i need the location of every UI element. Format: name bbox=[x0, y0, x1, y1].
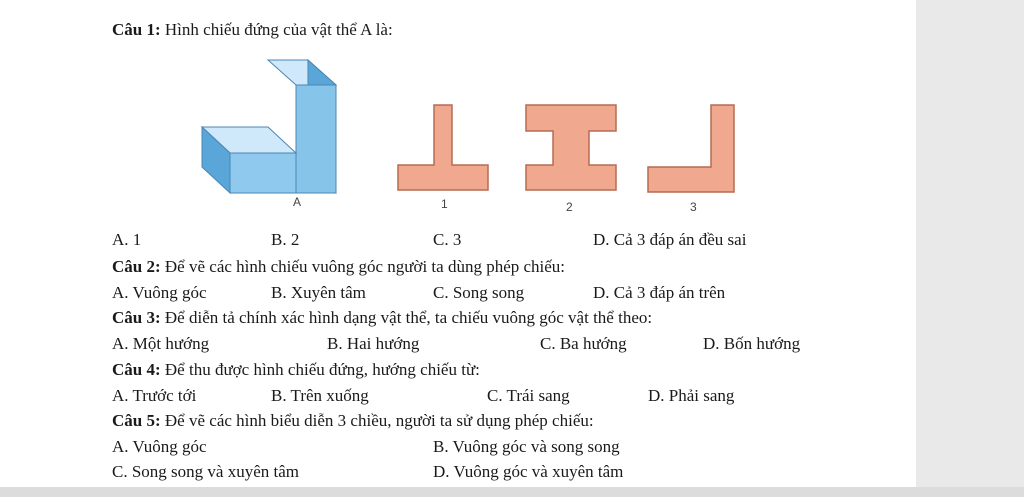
question-4-label: Câu 4: bbox=[112, 360, 161, 379]
question-1-figure bbox=[196, 55, 756, 220]
question-5-label: Câu 5: bbox=[112, 411, 161, 430]
q1-option-d: D. Cả 3 đáp án đều sai bbox=[593, 230, 747, 249]
q2-option-b: B. Xuyên tâm bbox=[271, 283, 366, 302]
object-a bbox=[202, 60, 336, 193]
figure-label-1: 1 bbox=[441, 197, 448, 211]
q5-option-a: A. Vuông góc bbox=[112, 437, 207, 456]
question-5 bbox=[112, 411, 594, 431]
question-1-text: Hình chiếu đứng của vật thể A là: bbox=[164, 20, 393, 39]
q3-option-a: A. Một hướng bbox=[112, 334, 210, 353]
q5-option-c: C. Song song và xuyên tâm bbox=[112, 462, 299, 481]
question-3-label: Câu 3: bbox=[112, 308, 161, 327]
question-4-text: Để thu được hình chiếu đứng, hướng chiếu từ: bbox=[164, 360, 480, 379]
view-3-shape bbox=[648, 105, 734, 192]
q2-option-d: D. Cả 3 đáp án trên bbox=[593, 283, 726, 302]
question-2 bbox=[112, 257, 565, 277]
question-3 bbox=[112, 308, 652, 328]
figure-label-2: 2 bbox=[566, 200, 573, 214]
q3-option-b: B. Hai hướng bbox=[327, 334, 420, 353]
q5-option-d: D. Vuông góc và xuyên tâm bbox=[433, 462, 624, 481]
q1-option-a: A. 1 bbox=[112, 230, 142, 249]
view-2-shape bbox=[526, 105, 616, 190]
q4-option-c: C. Trái sang bbox=[487, 386, 570, 405]
q4-option-b: B. Trên xuống bbox=[271, 386, 369, 405]
q3-option-d: D. Bốn hướng bbox=[703, 334, 801, 353]
question-1 bbox=[112, 20, 393, 40]
figure-label-3: 3 bbox=[690, 200, 697, 214]
question-1-label: Câu 1: bbox=[112, 20, 161, 39]
q4-option-d: D. Phải sang bbox=[648, 386, 735, 405]
question-5-text: Để vẽ các hình biểu diễn 3 chiều, người ta sử dụng phép chiếu: bbox=[164, 411, 594, 430]
q3-option-c: C. Ba hướng bbox=[540, 334, 627, 353]
q4-option-a: A. Trước tới bbox=[112, 386, 197, 405]
question-2-text: Để vẽ các hình chiếu vuông góc người ta dùng phép chiếu: bbox=[164, 257, 566, 276]
q1-option-c: C. 3 bbox=[433, 230, 462, 249]
question-4 bbox=[112, 360, 480, 380]
q2-option-a: A. Vuông góc bbox=[112, 283, 207, 302]
view-1-shape bbox=[398, 105, 488, 190]
viewer-background bbox=[916, 0, 1024, 497]
q1-option-b: B. 2 bbox=[271, 230, 300, 249]
q5-option-b: B. Vuông góc và song song bbox=[433, 437, 620, 456]
question-2-label: Câu 2: bbox=[112, 257, 161, 276]
figure-label-a: A bbox=[293, 195, 302, 209]
question-3-text: Để diễn tả chính xác hình dạng vật thể, ta chiếu vuông góc vật thể theo: bbox=[164, 308, 653, 327]
bottom-edge bbox=[0, 487, 1024, 497]
q2-option-c: C. Song song bbox=[433, 283, 525, 302]
